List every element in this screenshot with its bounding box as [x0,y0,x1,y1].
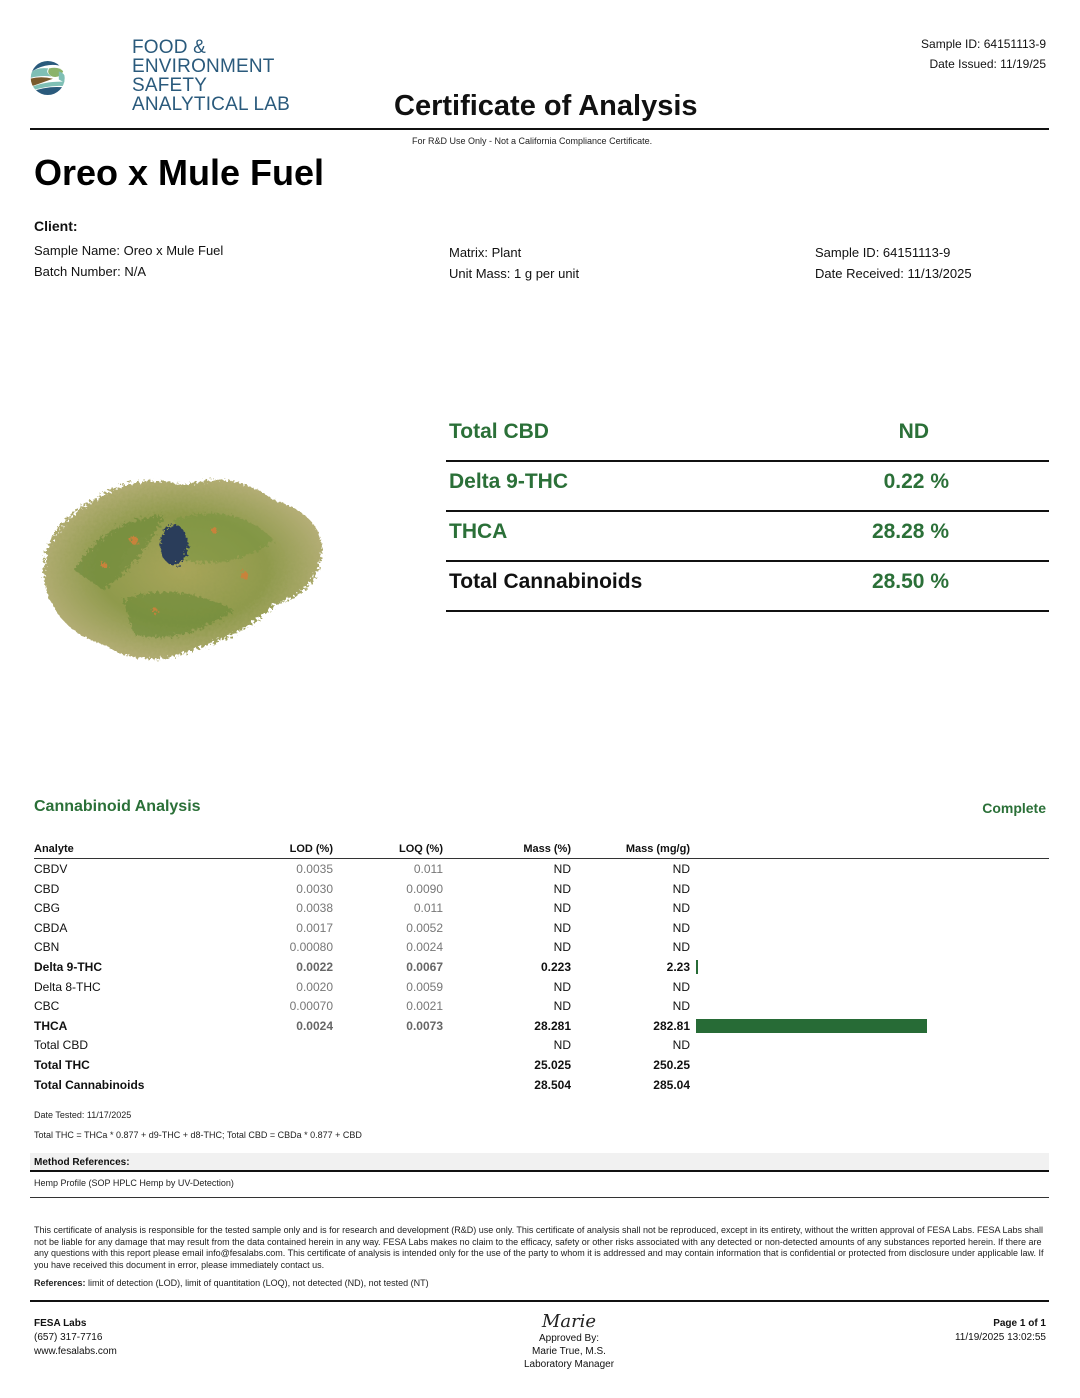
lod: 0.0035 [296,862,333,876]
summary-label: THCA [449,520,508,543]
mass-mg: 285.04 [653,1077,690,1092]
page-number: Page 1 of 1 [993,1318,1046,1329]
lod: 0.0017 [296,920,333,935]
footer-approval [469,1312,669,1371]
divider [30,1197,1049,1198]
mass-mg: ND [672,862,690,876]
mass-mg: ND [672,940,690,955]
page-title: Certificate of Analysis [394,90,698,122]
summary-row-total-cbd [446,412,1049,462]
analyte: Total THC [34,1057,90,1072]
references-text: limit of detection (LOD), limit of quantitation (LOQ), not detected (ND), not tested (NT) [85,1278,429,1288]
summary-row-total-cannabinoids [446,562,1049,612]
table-row [34,1055,1049,1075]
table-row [34,1035,1049,1055]
mass-pct: 28.504 [534,1077,571,1092]
table-row [34,859,1049,879]
approved-by-label: Approved By: [538,1333,600,1344]
analyte: Delta 8-THC [34,979,101,994]
summary-value: ND [898,420,929,443]
logo-line: SAFETY [132,75,208,96]
mass-pct: ND [553,901,571,916]
sample-title: Oreo x Mule Fuel [34,152,325,193]
status-badge: Complete [982,800,1046,816]
analyte: CBD [34,881,60,896]
analyte: Total Cannabinoids [34,1077,145,1092]
analyte: CBG [34,901,61,916]
unit-mass: Unit Mass: 1 g per unit [449,266,580,281]
table-row [34,879,1049,899]
logo-line: FOOD & [132,37,207,58]
header-date-issued: Date Issued: 11/19/25 [929,57,1046,71]
website-link[interactable]: www.fesalabs.com [34,1346,117,1357]
cannabinoid-table [34,840,1049,1094]
logo-line: ANALYTICAL LAB [132,94,291,115]
analyte: THCA [34,1018,68,1033]
mass-pct: 25.025 [534,1057,571,1072]
loq: 0.0052 [406,920,443,935]
col-header: Analyte [34,843,74,855]
col-header: Mass (mg/g) [625,843,690,855]
mass-pct: ND [553,979,571,994]
loq: 0.0090 [406,881,443,896]
mass-mg: 250.25 [653,1057,690,1072]
mass-pct: ND [553,999,571,1014]
legal-disclaimer: This certificate of analysis is responsible for the tested sample only and is for research and development (R&D) use only. This certificate of analysis shall not be reproduced, except in its entirety, without the written approval of FESA Labs. FESA Labs shall not be liable for any damage that may result from the data contained herein in any way. FESA Labs makes no claim to the efficacy, safety or other risks associated with any detected or non-detected amounts of any substances reported herein. If there are any questions with this report please email info@fesalabs.com. This certificate of analysis is intended only for the use of the party to whom it is addressed and may contain information that is confidential or protected from disclosure under applicable law. If you have received this document in error, please immediately contact us. [34,1225,1044,1270]
section-title: Cannabinoid Analysis [34,798,201,815]
references [34,1278,429,1288]
sample-info-col3 [815,242,972,284]
analyte: CBDA [34,920,68,935]
product-photo [34,460,334,675]
col-header: Mass (%) [523,843,571,855]
mass-bar [696,1019,927,1033]
analyte: CBC [34,999,60,1014]
mass-pct: ND [553,940,571,955]
sample-info-col2 [449,242,579,284]
mass-mg: ND [672,901,690,916]
footer-contact [34,1317,117,1359]
mass-mg: ND [672,999,690,1014]
total-formula: Total THC = THCa * 0.877 + d9-THC + d8-THC; Total CBD = CBDa * 0.877 + CBD [34,1130,362,1140]
table-row [34,937,1049,957]
table-row [34,977,1049,997]
mass-mg: ND [672,881,690,896]
analyte: CBN [34,940,60,955]
fesa-logo-icon [30,30,126,126]
mass-mg: ND [672,979,690,994]
company-name: FESA Labs [34,1318,87,1329]
mass-mg: ND [672,1038,690,1053]
mass-bar [696,960,698,974]
table-row [34,898,1049,918]
analyte: Total CBD [34,1038,89,1053]
table-row [34,957,1049,977]
method-title: Method References: [34,1157,130,1168]
summary-value: 28.28 % [871,520,949,543]
logo-line: ENVIRONMENT [132,56,275,77]
phone: (657) 317-7716 [34,1332,103,1343]
mass-pct: ND [553,881,571,896]
lod: 0.0024 [296,1018,333,1033]
mass-mg: 282.81 [653,1018,690,1033]
loq: 0.0021 [406,999,443,1014]
mass-mg: ND [672,920,690,935]
table-row [34,1075,1049,1095]
header-meta [921,34,1046,74]
mass-pct: ND [553,862,571,876]
mass-pct: 0.223 [540,959,571,974]
sample-name: Sample Name: Oreo x Mule Fuel [34,243,224,258]
table-row [34,1016,1049,1036]
summary-value: 28.50 % [871,570,949,593]
analyte: CBDV [34,862,68,876]
divider [30,1300,1049,1302]
lod: 0.0030 [296,881,333,896]
table-row [34,918,1049,938]
divider [30,128,1049,130]
date-received: Date Received: 11/13/2025 [815,266,972,281]
matrix: Matrix: Plant [449,245,522,260]
lod: 0.00070 [289,999,333,1014]
summary-label: Total Cannabinoids [449,570,643,593]
references-label: References: [34,1278,86,1288]
col-header: LOD (%) [289,843,333,855]
summary-panel [446,412,1049,612]
loq: 0.0067 [406,959,443,974]
analyte: Delta 9-THC [34,959,103,974]
logo-text [132,38,290,114]
loq: 0.011 [413,901,443,916]
signature: Marie [541,1311,597,1332]
header-sample-id: Sample ID: 64151113-9 [921,37,1046,51]
method-header-bar [30,1153,1049,1172]
table-header [34,840,1049,859]
loq: 0.0073 [406,1018,443,1033]
lod: 0.0022 [296,959,333,974]
rd-disclaimer: For R&D Use Only - Not a California Compliance Certificate. [412,136,653,146]
mass-pct: ND [553,920,571,935]
approver-name: Marie True, M.S. [532,1346,606,1357]
date-tested: Date Tested: 11/17/2025 [34,1110,132,1120]
summary-label: Delta 9-THC [449,470,569,493]
table-row [34,996,1049,1016]
col-header: LOQ (%) [399,843,443,855]
mass-pct: 28.281 [534,1018,571,1033]
approver-title: Laboratory Manager [523,1359,615,1370]
batch-number: Batch Number: N/A [34,264,146,279]
sample-id: Sample ID: 64151113-9 [815,245,951,260]
summary-row-delta9-thc [446,462,1049,512]
method-text: Hemp Profile (SOP HPLC Hemp by UV-Detection) [34,1178,234,1188]
summary-label: Total CBD [449,420,549,443]
client-label: Client: [34,218,78,234]
summary-row-thca [446,512,1049,562]
lod: 0.0038 [296,901,333,916]
loq: 0.0059 [406,979,443,994]
summary-value: 0.22 % [883,470,949,493]
sample-info-col1 [34,240,223,282]
lod: 0.00080 [289,940,333,955]
loq: 0.011 [413,862,443,876]
lod: 0.0020 [296,979,333,994]
generated-timestamp: 11/19/2025 13:02:55 [954,1332,1046,1343]
mass-pct: ND [553,1038,571,1053]
loq: 0.0024 [406,940,443,955]
mass-mg: 2.23 [666,959,690,974]
footer-page-info [955,1317,1046,1345]
